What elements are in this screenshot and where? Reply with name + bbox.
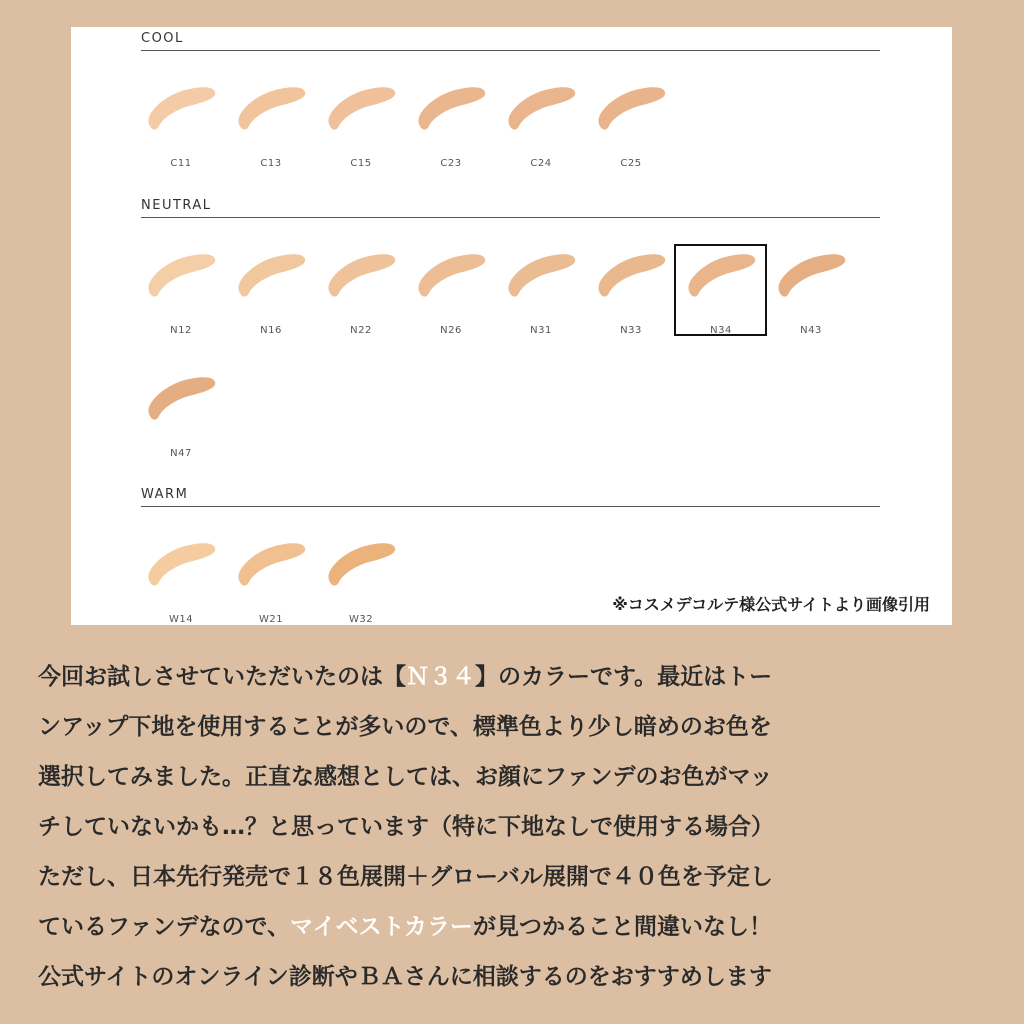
section-label-warm: WARM <box>141 487 189 502</box>
section-divider <box>141 50 880 51</box>
swatch-panel <box>71 27 952 625</box>
text-line <box>38 902 998 952</box>
section-divider <box>141 217 880 218</box>
swatch-c13[interactable] <box>226 80 316 176</box>
swatch-n12[interactable] <box>136 247 226 343</box>
review-text <box>38 652 998 1002</box>
swatch-n43[interactable] <box>766 247 856 343</box>
swatch-code: C24 <box>530 158 552 169</box>
swatch-code: C23 <box>440 158 462 169</box>
swatch-code: N22 <box>350 325 372 336</box>
text-segment: ているファンデなので、 <box>38 914 291 940</box>
swatch-w14[interactable] <box>136 536 226 632</box>
swatch-code: N43 <box>800 325 822 336</box>
highlight-my-best-color: マイベストカラー <box>290 914 473 940</box>
swatch-code: N33 <box>620 325 642 336</box>
text-segment: が見つかること間違いなし！ <box>472 914 772 940</box>
swatch-code: N47 <box>170 448 192 459</box>
swatch-code: N34 <box>710 325 732 336</box>
swatch-code: C13 <box>260 158 282 169</box>
image-credit: ※コスメデコルテ様公式サイトより画像引用 <box>612 595 930 614</box>
text-line: 公式サイトのオンライン診断やＢＡさんに相談するのをおすすめします <box>38 964 772 990</box>
swatch-n47[interactable] <box>136 370 226 466</box>
text-line: ただし、日本先行発売で１８色展開＋グローバル展開で４０色を予定し <box>38 864 773 890</box>
swatch-code: W21 <box>258 614 284 625</box>
swatch-n22[interactable] <box>316 247 406 343</box>
section-label-neutral: NEUTRAL <box>141 198 212 213</box>
swatch-code: W14 <box>168 614 194 625</box>
swatch-code: C15 <box>350 158 372 169</box>
section-divider <box>141 506 880 507</box>
swatch-code: W32 <box>348 614 374 625</box>
swatch-c15[interactable] <box>316 80 406 176</box>
swatch-code: C11 <box>170 158 192 169</box>
swatch-c23[interactable] <box>406 80 496 176</box>
swatch-n31[interactable] <box>496 247 586 343</box>
swatch-n26[interactable] <box>406 247 496 343</box>
swatch-code: N16 <box>260 325 282 336</box>
swatch-code: C25 <box>620 158 642 169</box>
swatch-w32[interactable] <box>316 536 406 632</box>
text-segment: 】のカラーです。最近はトー <box>475 664 773 690</box>
text-line: 選択してみました。正直な感想としては、お顔にファンデのお色がマッ <box>38 764 773 790</box>
text-line: チしていないかも…？と思っています（特に下地なしで使用する場合） <box>38 814 774 840</box>
swatch-c25[interactable] <box>586 80 676 176</box>
swatch-c24[interactable] <box>496 80 586 176</box>
swatch-c11[interactable] <box>136 80 226 176</box>
swatch-w21[interactable] <box>226 536 316 632</box>
swatch-code: N12 <box>170 325 192 336</box>
swatch-n16[interactable] <box>226 247 316 343</box>
text-line <box>38 652 998 702</box>
text-segment: 今回お試しさせていただいたのは【 <box>38 664 406 690</box>
selected-swatch-frame <box>674 244 767 336</box>
highlight-shade-name: Ｎ３４ <box>406 664 475 690</box>
section-label-cool: COOL <box>141 31 184 46</box>
swatch-code: N26 <box>440 325 462 336</box>
swatch-n33[interactable] <box>586 247 676 343</box>
text-line: ンアップ下地を使用することが多いので、標準色より少し暗めのお色を <box>38 714 772 740</box>
swatch-code: N31 <box>530 325 552 336</box>
